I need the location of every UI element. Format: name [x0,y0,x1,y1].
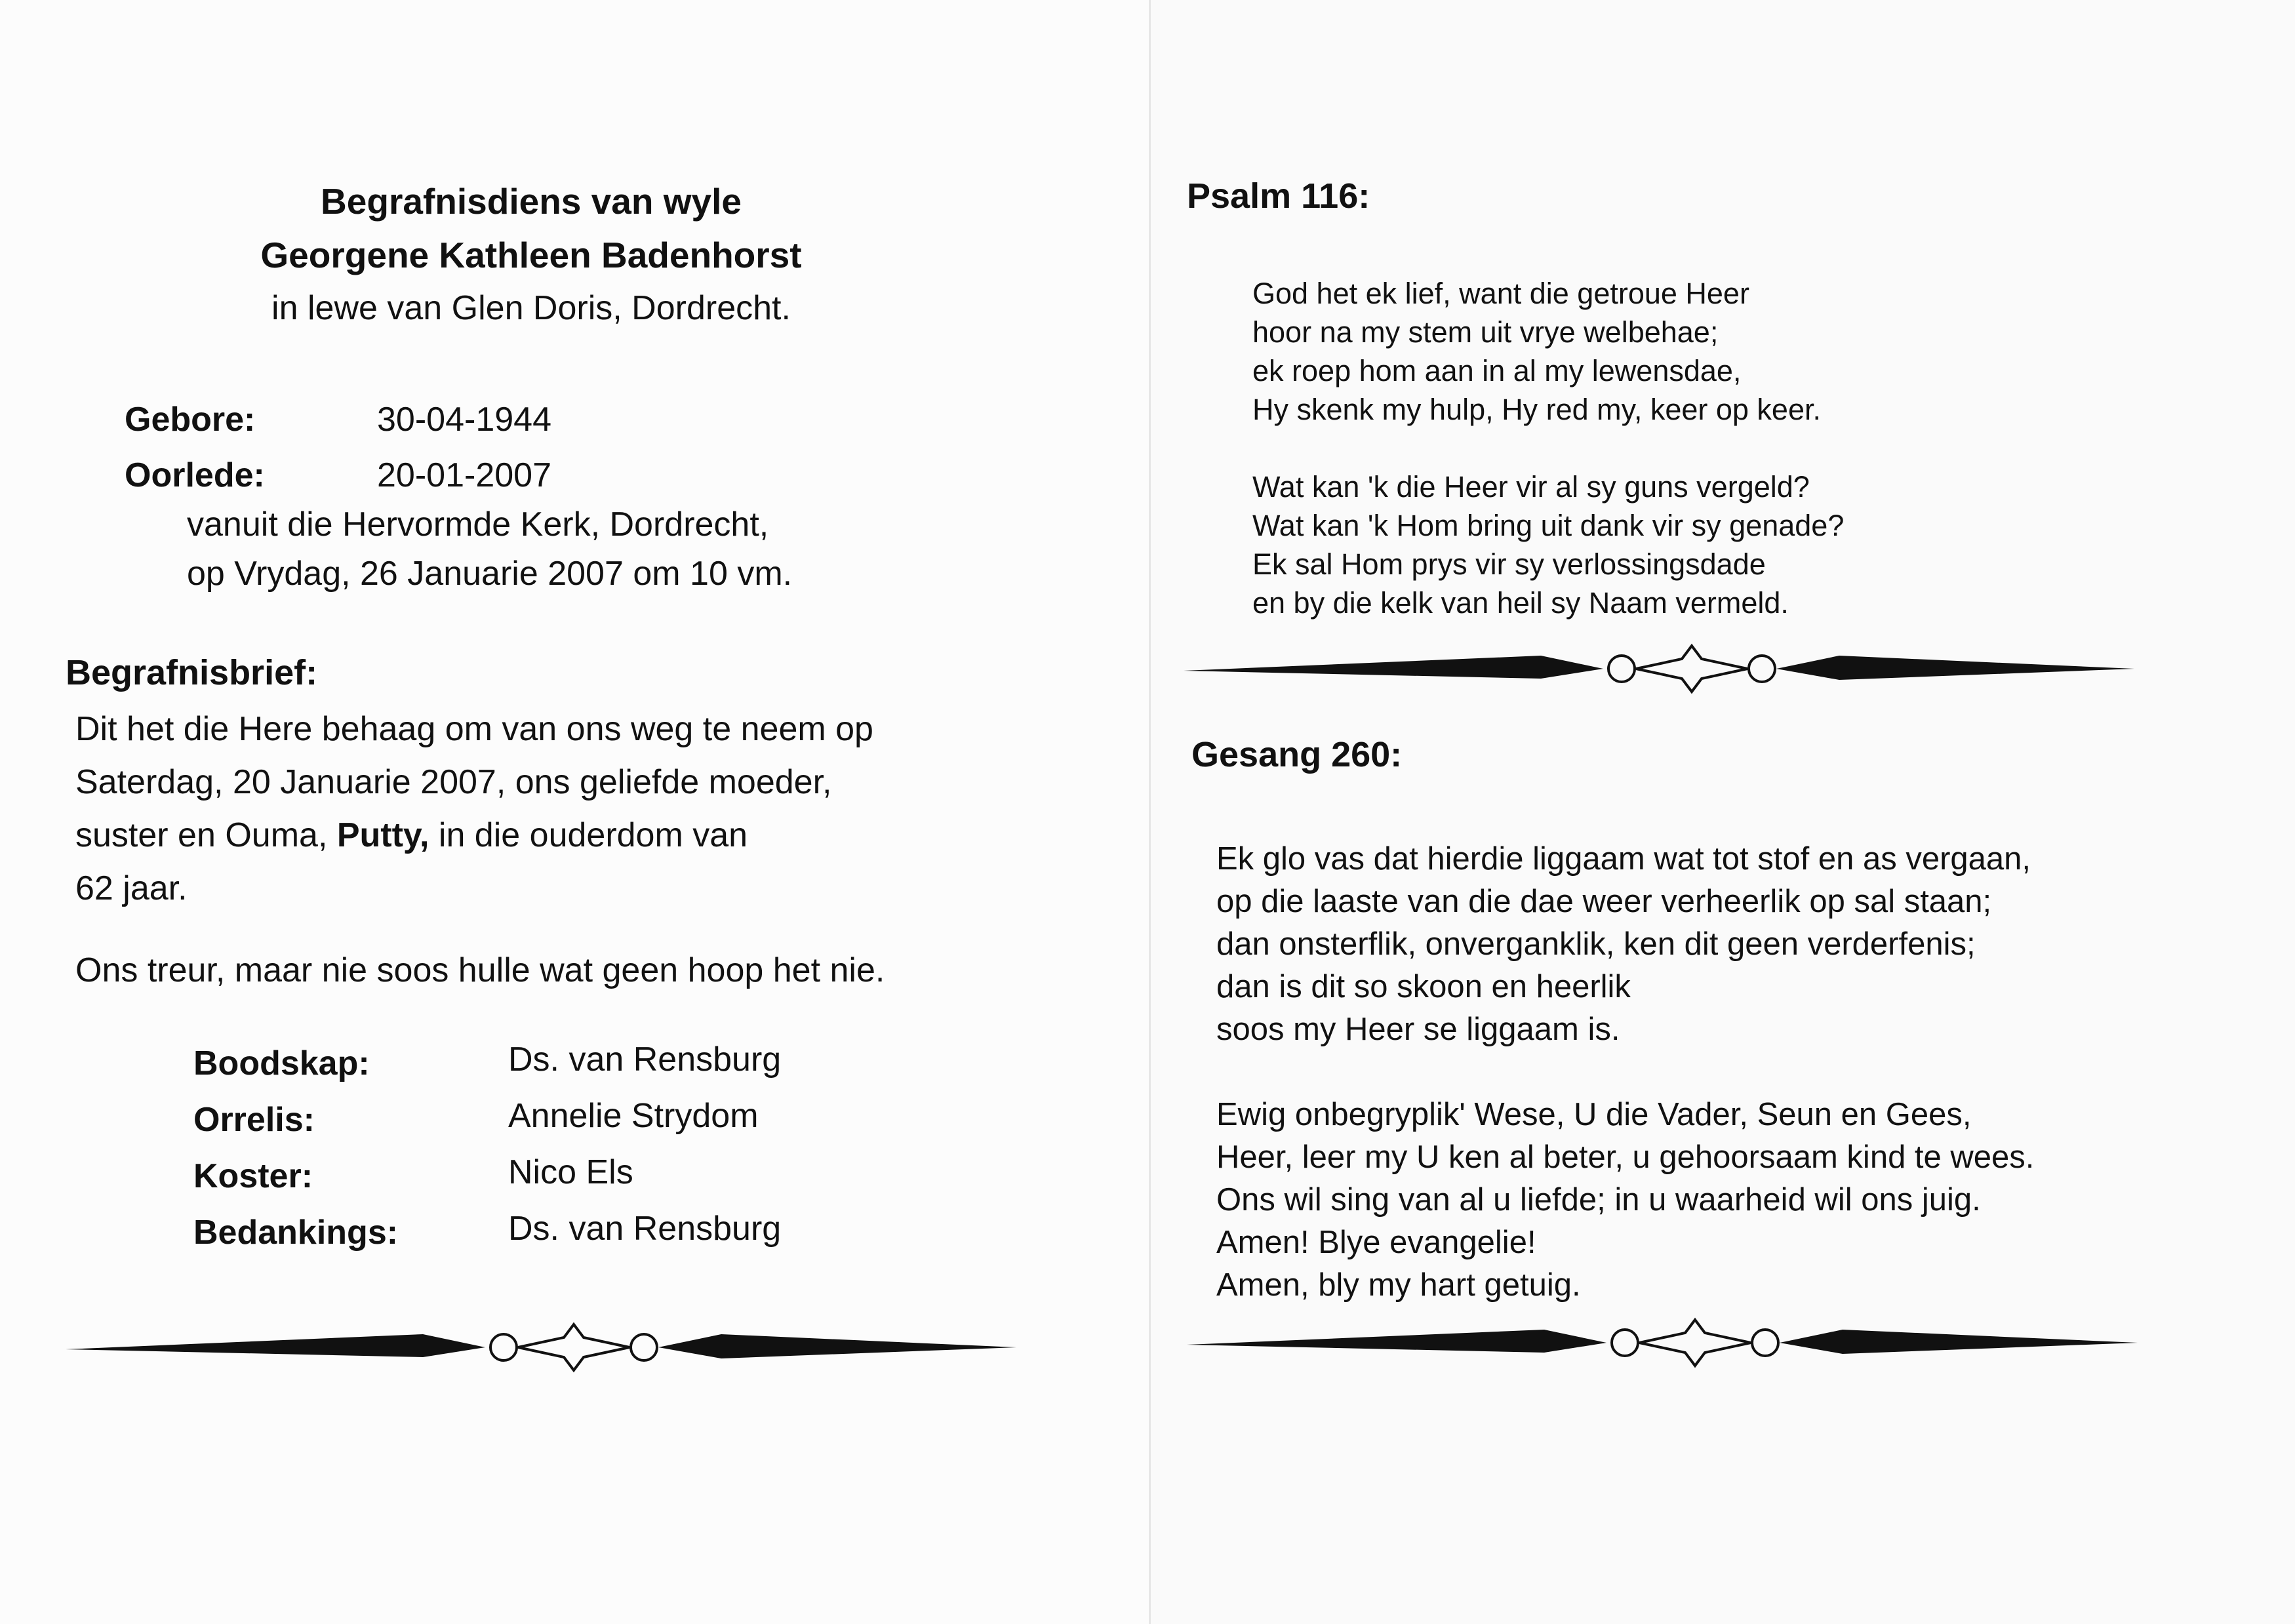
born-label: Gebore: [125,401,256,439]
role-value: Annelie Strydom [508,1097,759,1135]
psalm-line [1252,429,1844,467]
gesang-line [1216,1051,2034,1094]
gesang-line: Amen! Blye evangelie! [1216,1225,1536,1260]
psalm-line: ek roep hom aan in al my lewensdae, [1252,354,1742,387]
letter-line: Saterdag, 20 Januarie 2007, ons geliefde moeder, [75,763,832,801]
psalm-line: Ek sal Hom prys vir sy verlossingsdade [1252,547,1766,581]
divider-ornament-icon [1187,1313,2138,1372]
psalm-line: God het ek lief, want die getroue Heer [1252,277,1749,310]
psalm-heading: Psalm 116: [1187,176,1370,216]
gesang-heading: Gesang 260: [1191,735,1403,774]
letter-line-3-post: in die ouderdom van [429,816,748,854]
gesang-line: soos my Heer se liggaam is. [1216,1012,1620,1047]
letter-line: Dit het die Here behaag om van ons weg te neem op [75,710,873,748]
role-label: Koster: [193,1157,313,1195]
gesang-line: dan onsterflik, onverganklik, ken dit geen verderfenis; [1216,926,1976,962]
gesang-line: Ons wil sing van al u liefde; in u waarheid wil ons juig. [1216,1182,1981,1218]
died-label: Oorlede: [125,456,265,494]
title-line-1: Begrafnisdiens van wyle [321,181,742,222]
right-page [1149,0,2295,1624]
letter-closing: Ons treur, maar nie soos hulle wat geen hoop het nie. [75,951,885,989]
nickname: Putty, [336,816,429,854]
psalm-line: en by die kelk van heil sy Naam vermeld. [1252,586,1789,620]
subtitle: in lewe van Glen Doris, Dordrecht. [271,289,791,327]
role-label: Boodskap: [193,1044,370,1082]
divider-ornament-icon [66,1318,1016,1377]
role-value: Ds. van Rensburg [508,1210,782,1248]
letter-line [75,809,873,862]
letter-heading: Begrafnisbrief: [66,653,318,692]
born-value: 30-04-1944 [377,401,551,439]
psalm-line: Hy skenk my hulp, Hy red my, keer op keer. [1252,393,1821,426]
letter-body [75,703,873,915]
letter-line: 62 jaar. [75,869,188,907]
title-line-2: Georgene Kathleen Badenhorst [260,235,802,275]
psalm-line: Wat kan 'k die Heer vir al sy guns vergeld? [1252,470,1810,504]
role-label: Bedankings: [193,1214,399,1252]
gesang-line: Ewig onbegryplik' Wese, U die Vader, Seun en Gees, [1216,1097,1972,1132]
psalm-line: hoor na my stem uit vrye welbehae; [1252,315,1719,349]
gesang-line: op die laaste van die dae weer verheerlik op sal staan; [1216,884,1992,919]
died-value: 20-01-2007 [377,456,551,494]
gesang-text [1216,838,2034,1307]
gesang-line: Heer, leer my U ken al beter, u gehoorsaam kind te wees. [1216,1139,2035,1175]
service-line-2: op Vrydag, 26 Januarie 2007 om 10 vm. [187,555,793,593]
gesang-line: Ek glo vas dat hierdie liggaam wat tot stof en as vergaan, [1216,841,2031,877]
role-value: Nico Els [508,1153,633,1191]
gesang-line: Amen, bly my hart getuig. [1216,1267,1581,1303]
psalm-line: Wat kan 'k Hom bring uit dank vir sy genade? [1252,509,1845,542]
gesang-line: dan is dit so skoon en heerlik [1216,969,1631,1004]
divider-ornament-icon [1184,639,2134,698]
letter-line-3-pre: suster en Ouma, [75,816,337,854]
psalm-text [1252,274,1844,622]
role-value: Ds. van Rensburg [508,1040,782,1079]
role-label: Orrelis: [193,1101,315,1139]
service-line-1: vanuit die Hervormde Kerk, Dordrecht, [187,505,769,544]
